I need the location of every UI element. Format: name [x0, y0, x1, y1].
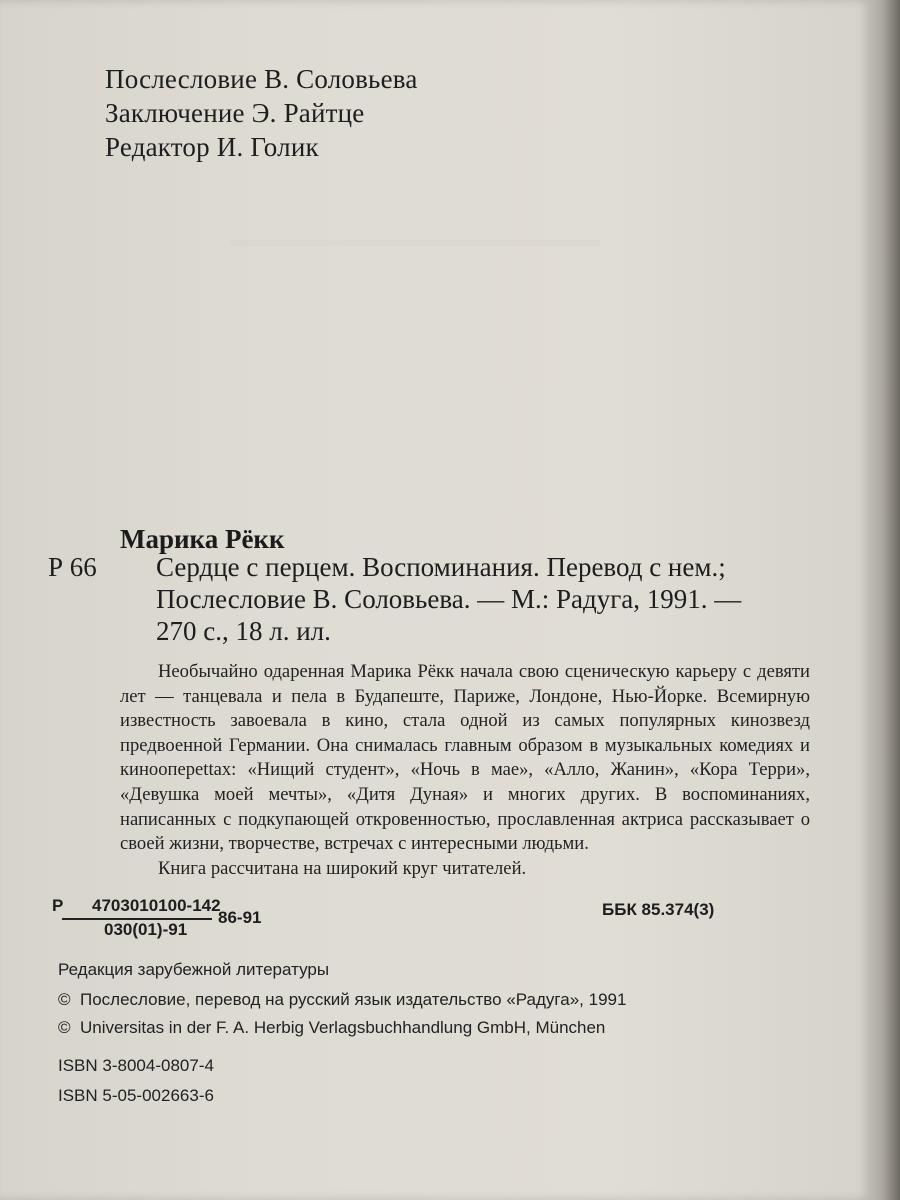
classification-numerator: 4703010100-142 — [92, 896, 221, 915]
copyright-text: Послесловие, перевод на русский язык издательство «Радуга», 1991 — [80, 990, 627, 1009]
copyright-line-1 — [58, 990, 626, 1010]
annotation — [120, 660, 810, 881]
credit-conclusion: Заключение Э. Райтце — [105, 98, 365, 128]
copyright-line-2 — [58, 1018, 605, 1038]
copyright-symbol: © — [58, 1018, 71, 1037]
isbn-2: ISBN 5-05-002663-6 — [58, 1086, 214, 1105]
publisher-department: Редакция зарубежной литературы — [58, 960, 330, 979]
biblio-line-3: 270 с., 18 л. ил. — [156, 616, 331, 646]
isbn-1: ISBN 3-8004-0807-4 — [58, 1056, 214, 1075]
copyright-text: Universitas in der F. A. Herbig Verlagsbuchhandlung GmbH, München — [80, 1018, 606, 1037]
copyright-symbol: © — [58, 990, 71, 1009]
page-edge — [872, 0, 900, 1200]
biblio-line-2: Послесловие В. Соловьева. — М.: Радуга, 1991. — — [156, 584, 742, 614]
annotation-paragraph: Книга рассчитана на широкий круг читателей. — [158, 857, 527, 879]
classification-suffix: 86-91 — [218, 908, 262, 927]
author-name: Марика Рёкк — [120, 524, 285, 554]
credit-afterword: Послесловие В. Соловьева — [105, 64, 418, 94]
classification-denominator: 030(01)-91 — [104, 920, 188, 939]
bbk-code: ББК 85.374(3) — [602, 900, 715, 919]
biblio-line-1: Сердце с перцем. Воспоминания. Перевод с нем.; — [156, 552, 726, 582]
author-code: Р 66 — [48, 552, 97, 582]
show-through-mark — [230, 170, 600, 246]
credit-editor: Редактор И. Голик — [105, 132, 319, 162]
classification-letter: Р — [52, 896, 64, 915]
show-through-title — [430, 40, 610, 130]
annotation-paragraph: Необычайно одаренная Марика Рёкк начала свою сценическую карьеру с девяти лет — танцевала и пела в Будапеште, Париже, Лондоне, Нью-Йорке. Всемирную известность завоевала в кино, стала одной из самых популярных кинозвезд предвоенной Германии. Она снималась главным образом в музыкальных комедиях и кинооперettах: «Нищий студент», «Ночь в мае», «Алло, Жанин», «Кора Терри», «Девушка моей мечты», «Дитя Дуная» и многих других. В воспоминаниях, написанных с подкупающей откровенностью, прославленная актриса рассказывает о своей жизни, творчестве, встречах с интересными людьми. — [120, 661, 810, 855]
